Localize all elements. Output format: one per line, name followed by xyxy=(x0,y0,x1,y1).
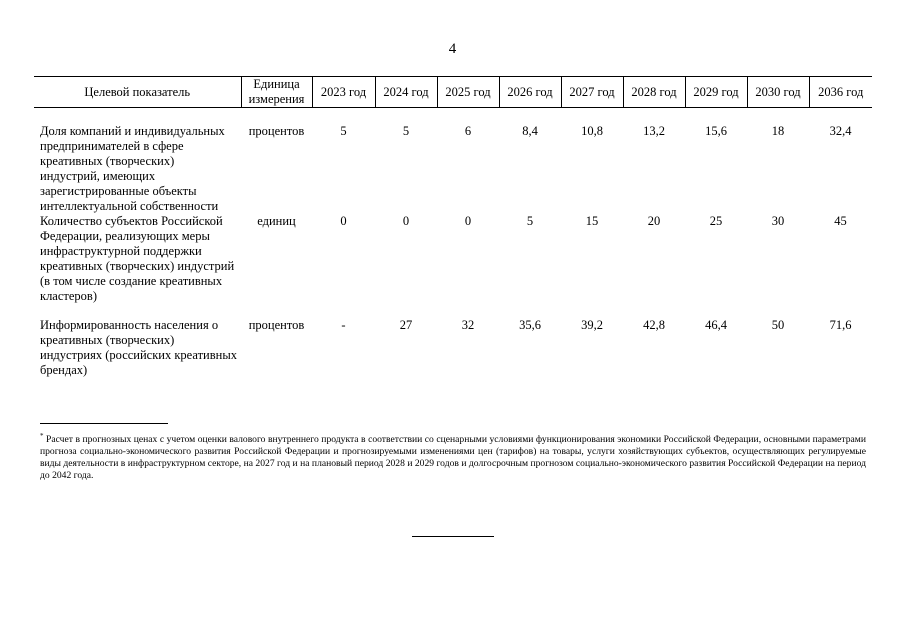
value-cell: 15,6 xyxy=(705,124,727,138)
value-cell: 0 xyxy=(340,214,347,228)
target-indicators-table xyxy=(34,76,872,378)
table-row xyxy=(34,124,872,214)
value-cell: 32 xyxy=(461,318,475,332)
column-header: 2025 год xyxy=(437,77,499,108)
indicator-name: Доля компаний и индивидуальных предпринимателей в сфере креативных (творческих) индустрий, имеющих зарегистрированные объекты интеллектуальной собственности xyxy=(40,124,225,213)
value-cell: 30 xyxy=(771,214,785,228)
table-row xyxy=(34,318,872,378)
column-header: Единица измерения xyxy=(241,77,312,108)
column-header: 2030 год xyxy=(747,77,809,108)
value-cell: 27 xyxy=(399,318,413,332)
value-cell: 0 xyxy=(464,214,472,228)
value-cell: 35,6 xyxy=(519,318,541,332)
footnote-divider xyxy=(40,423,168,424)
value-cell: 13,2 xyxy=(643,124,665,138)
end-divider xyxy=(412,536,494,537)
column-header: 2028 год xyxy=(623,77,685,108)
value-cell: 45 xyxy=(834,214,847,228)
column-header: Целевой показатель xyxy=(34,77,241,108)
footnote-marker: * xyxy=(40,432,44,440)
value-cell: 32,4 xyxy=(829,124,852,138)
value-cell: 18 xyxy=(771,124,785,138)
column-header: 2024 год xyxy=(375,77,437,108)
column-header: 2026 год xyxy=(499,77,561,108)
value-cell: 8,4 xyxy=(522,124,538,138)
value-cell: - xyxy=(341,318,346,332)
value-cell: 5 xyxy=(526,214,534,228)
value-cell: 5 xyxy=(402,124,410,138)
table-row xyxy=(34,214,872,318)
footnote xyxy=(40,430,866,482)
indicator-name: Количество субъектов Российской Федерации, реализующих меры инфраструктурной поддержки креативных (творческих) индустрий (в том числе создание креативных кластеров) xyxy=(40,214,235,303)
indicator-name: Информированность населения о креативных (творческих) индустриях (российских креативных брендах) xyxy=(40,318,237,377)
page-number: 4 xyxy=(448,41,457,57)
unit-cell: процентов xyxy=(248,318,305,332)
unit-cell: процентов xyxy=(248,124,305,138)
value-cell: 42,8 xyxy=(643,318,665,332)
column-header: 2036 год xyxy=(809,77,872,108)
column-header: 2027 год xyxy=(561,77,623,108)
value-cell: 71,6 xyxy=(829,318,852,332)
table-header-row xyxy=(34,77,872,108)
value-cell: 6 xyxy=(464,124,472,138)
column-header: 2023 год xyxy=(312,77,375,108)
value-cell: 46,4 xyxy=(705,318,727,332)
value-cell: 39,2 xyxy=(581,318,603,332)
value-cell: 5 xyxy=(340,124,347,138)
value-cell: 10,8 xyxy=(581,124,603,138)
value-cell: 0 xyxy=(402,214,410,228)
footnote-text: Расчет в прогнозных ценах с учетом оценки валового внутреннего продукта в соответствии со сценарными условиями функционирования экономики Российской Федерации, основными параметрами прогноза социально-экономического развития Российской Федерации и прогнозируемыми изменениями цен (тарифов) на товары, услуги хозяйствующих субъектов, осуществляющих регулируемые виды деятельности в инфраструктурном секторе, на 2027 год и на плановый период 2028 и 2029 годов и долгосрочным прогнозом социально-экономического развития Российской Федерации на период до 2042 года. xyxy=(40,434,866,481)
value-cell: 50 xyxy=(771,318,785,332)
value-cell: 15 xyxy=(585,214,599,228)
column-header: 2029 год xyxy=(685,77,747,108)
unit-cell: единиц xyxy=(257,214,296,228)
value-cell: 25 xyxy=(709,214,723,228)
value-cell: 20 xyxy=(647,214,661,228)
